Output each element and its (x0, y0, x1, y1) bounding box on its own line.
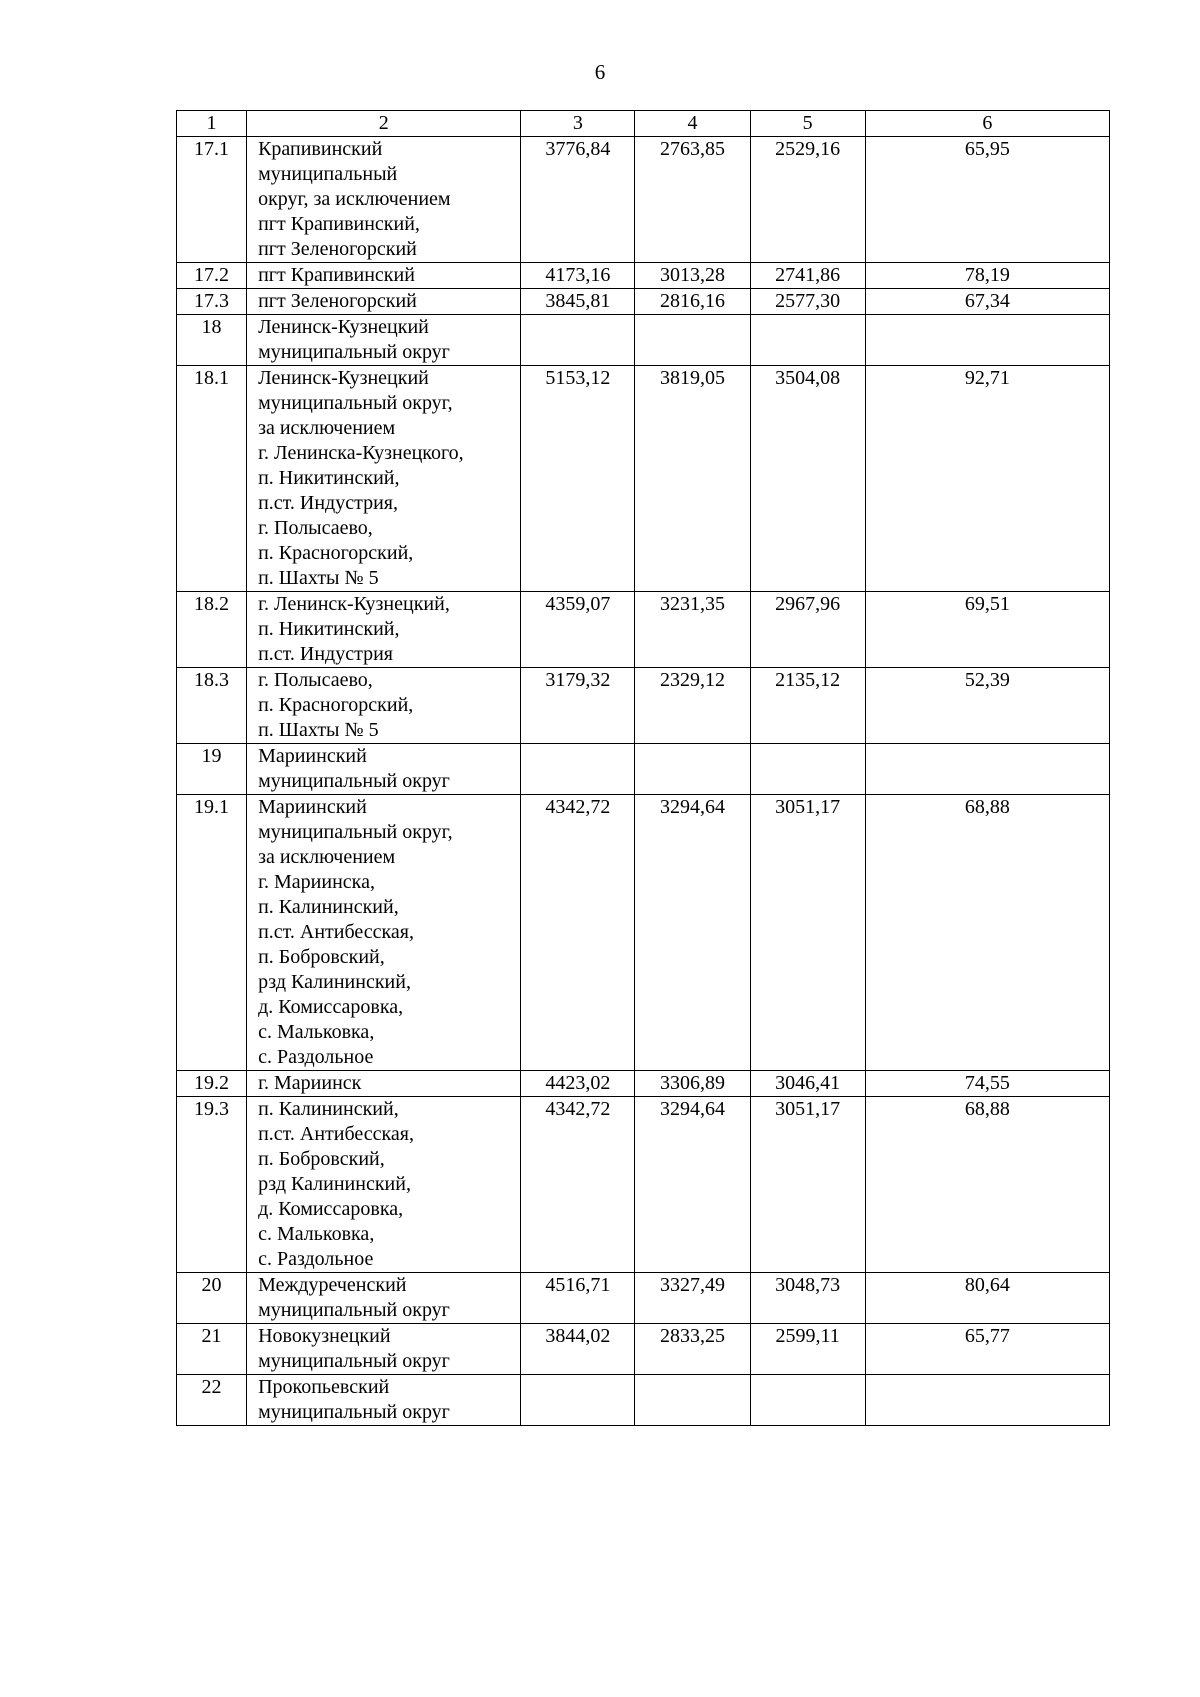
table-row (177, 592, 1110, 668)
value-cell-col4: 3306,89 (635, 1071, 750, 1097)
table-row (177, 137, 1110, 263)
value-cell-col5: 2135,12 (750, 668, 865, 744)
row-number-cell: 18.1 (177, 366, 247, 592)
value-cell-col3: 4359,07 (521, 592, 635, 668)
row-number-cell: 18.3 (177, 668, 247, 744)
value-cell-col4: 3294,64 (635, 795, 750, 1071)
territory-name-cell: Мариинский муниципальный округ (247, 744, 521, 795)
row-number-cell: 18.2 (177, 592, 247, 668)
value-cell-col3: 4173,16 (521, 263, 635, 289)
territory-name-cell: пгт Крапивинский (247, 263, 521, 289)
value-cell-col5: 2967,96 (750, 592, 865, 668)
territory-name-cell: г. Ленинск-Кузнецкий, п. Никитинский, п.ст. Индустрия (247, 592, 521, 668)
value-cell-col6: 80,64 (865, 1273, 1109, 1324)
value-cell-col3 (521, 1375, 635, 1426)
row-number-cell: 21 (177, 1324, 247, 1375)
territory-name-cell: Ленинск-Кузнецкий муниципальный округ, за исключением г. Ленинска-Кузнецкого, п. Никитинский, п.ст. Индустрия, г. Полысаево, п. Красногорский, п. Шахты № 5 (247, 366, 521, 592)
value-cell-col6 (865, 744, 1109, 795)
value-cell-col3: 4342,72 (521, 795, 635, 1071)
tariff-table (176, 110, 1110, 1426)
value-cell-col5: 3051,17 (750, 795, 865, 1071)
row-number-cell: 17.2 (177, 263, 247, 289)
value-cell-col6: 69,51 (865, 592, 1109, 668)
value-cell-col3: 4516,71 (521, 1273, 635, 1324)
row-number-cell: 19 (177, 744, 247, 795)
column-header-1: 1 (177, 111, 247, 137)
value-cell-col4: 3231,35 (635, 592, 750, 668)
territory-name-cell: г. Мариинск (247, 1071, 521, 1097)
value-cell-col3: 4342,72 (521, 1097, 635, 1273)
table-row (177, 263, 1110, 289)
value-cell-col4: 2763,85 (635, 137, 750, 263)
value-cell-col6: 68,88 (865, 795, 1109, 1071)
territory-name-cell: г. Полысаево, п. Красногорский, п. Шахты № 5 (247, 668, 521, 744)
value-cell-col5: 3048,73 (750, 1273, 865, 1324)
value-cell-col6: 67,34 (865, 289, 1109, 315)
value-cell-col4: 3327,49 (635, 1273, 750, 1324)
value-cell-col6: 65,95 (865, 137, 1109, 263)
value-cell-col6 (865, 1375, 1109, 1426)
value-cell-col3: 3845,81 (521, 289, 635, 315)
territory-name-cell: Ленинск-Кузнецкий муниципальный округ (247, 315, 521, 366)
table-row (177, 315, 1110, 366)
value-cell-col6: 65,77 (865, 1324, 1109, 1375)
value-cell-col5: 3046,41 (750, 1071, 865, 1097)
table-header-row (177, 111, 1110, 137)
value-cell-col6: 78,19 (865, 263, 1109, 289)
page-number: 6 (594, 60, 606, 84)
value-cell-col6: 52,39 (865, 668, 1109, 744)
value-cell-col6 (865, 315, 1109, 366)
value-cell-col4: 3013,28 (635, 263, 750, 289)
value-cell-col4: 2816,16 (635, 289, 750, 315)
row-number-cell: 19.2 (177, 1071, 247, 1097)
row-number-cell: 19.1 (177, 795, 247, 1071)
territory-name-cell: Прокопьевский муниципальный округ (247, 1375, 521, 1426)
row-number-cell: 17.3 (177, 289, 247, 315)
value-cell-col5: 2599,11 (750, 1324, 865, 1375)
table-row (177, 289, 1110, 315)
row-number-cell: 18 (177, 315, 247, 366)
value-cell-col4: 3294,64 (635, 1097, 750, 1273)
table-body (177, 137, 1110, 1426)
value-cell-col5: 2529,16 (750, 137, 865, 263)
table-row (177, 744, 1110, 795)
table-row (177, 1097, 1110, 1273)
value-cell-col3: 3776,84 (521, 137, 635, 263)
territory-name-cell: пгт Зеленогорский (247, 289, 521, 315)
table-row (177, 1071, 1110, 1097)
value-cell-col3 (521, 315, 635, 366)
value-cell-col5: 3051,17 (750, 1097, 865, 1273)
row-number-cell: 22 (177, 1375, 247, 1426)
territory-name-cell: Мариинский муниципальный округ, за исключением г. Мариинска, п. Калининский, п.ст. Антибесская, п. Бобровский, рзд Калининский, д. Комиссаровка, с. Мальковка, с. Раздольное (247, 795, 521, 1071)
value-cell-col5: 2577,30 (750, 289, 865, 315)
column-header-4: 4 (635, 111, 750, 137)
value-cell-col6: 74,55 (865, 1071, 1109, 1097)
column-header-2: 2 (247, 111, 521, 137)
territory-name-cell: Крапивинский муниципальный округ, за исключением пгт Крапивинский, пгт Зеленогорский (247, 137, 521, 263)
table-row (177, 668, 1110, 744)
value-cell-col5 (750, 315, 865, 366)
column-header-3: 3 (521, 111, 635, 137)
value-cell-col3: 5153,12 (521, 366, 635, 592)
table-row (177, 1273, 1110, 1324)
value-cell-col5: 3504,08 (750, 366, 865, 592)
value-cell-col5 (750, 1375, 865, 1426)
territory-name-cell: Новокузнецкий муниципальный округ (247, 1324, 521, 1375)
value-cell-col3: 3844,02 (521, 1324, 635, 1375)
value-cell-col6: 92,71 (865, 366, 1109, 592)
value-cell-col4: 3819,05 (635, 366, 750, 592)
value-cell-col3: 3179,32 (521, 668, 635, 744)
territory-name-cell: п. Калининский, п.ст. Антибесская, п. Бобровский, рзд Калининский, д. Комиссаровка, с. Мальковка, с. Раздольное (247, 1097, 521, 1273)
row-number-cell: 19.3 (177, 1097, 247, 1273)
value-cell-col5: 2741,86 (750, 263, 865, 289)
value-cell-col4 (635, 1375, 750, 1426)
value-cell-col3 (521, 744, 635, 795)
table-row (177, 366, 1110, 592)
column-header-5: 5 (750, 111, 865, 137)
table-row (177, 1324, 1110, 1375)
row-number-cell: 17.1 (177, 137, 247, 263)
territory-name-cell: Междуреченский муниципальный округ (247, 1273, 521, 1324)
value-cell-col5 (750, 744, 865, 795)
value-cell-col4: 2329,12 (635, 668, 750, 744)
value-cell-col3: 4423,02 (521, 1071, 635, 1097)
table-row (177, 1375, 1110, 1426)
column-header-6: 6 (865, 111, 1109, 137)
value-cell-col6: 68,88 (865, 1097, 1109, 1273)
value-cell-col4: 2833,25 (635, 1324, 750, 1375)
row-number-cell: 20 (177, 1273, 247, 1324)
value-cell-col4 (635, 315, 750, 366)
value-cell-col4 (635, 744, 750, 795)
table-row (177, 795, 1110, 1071)
